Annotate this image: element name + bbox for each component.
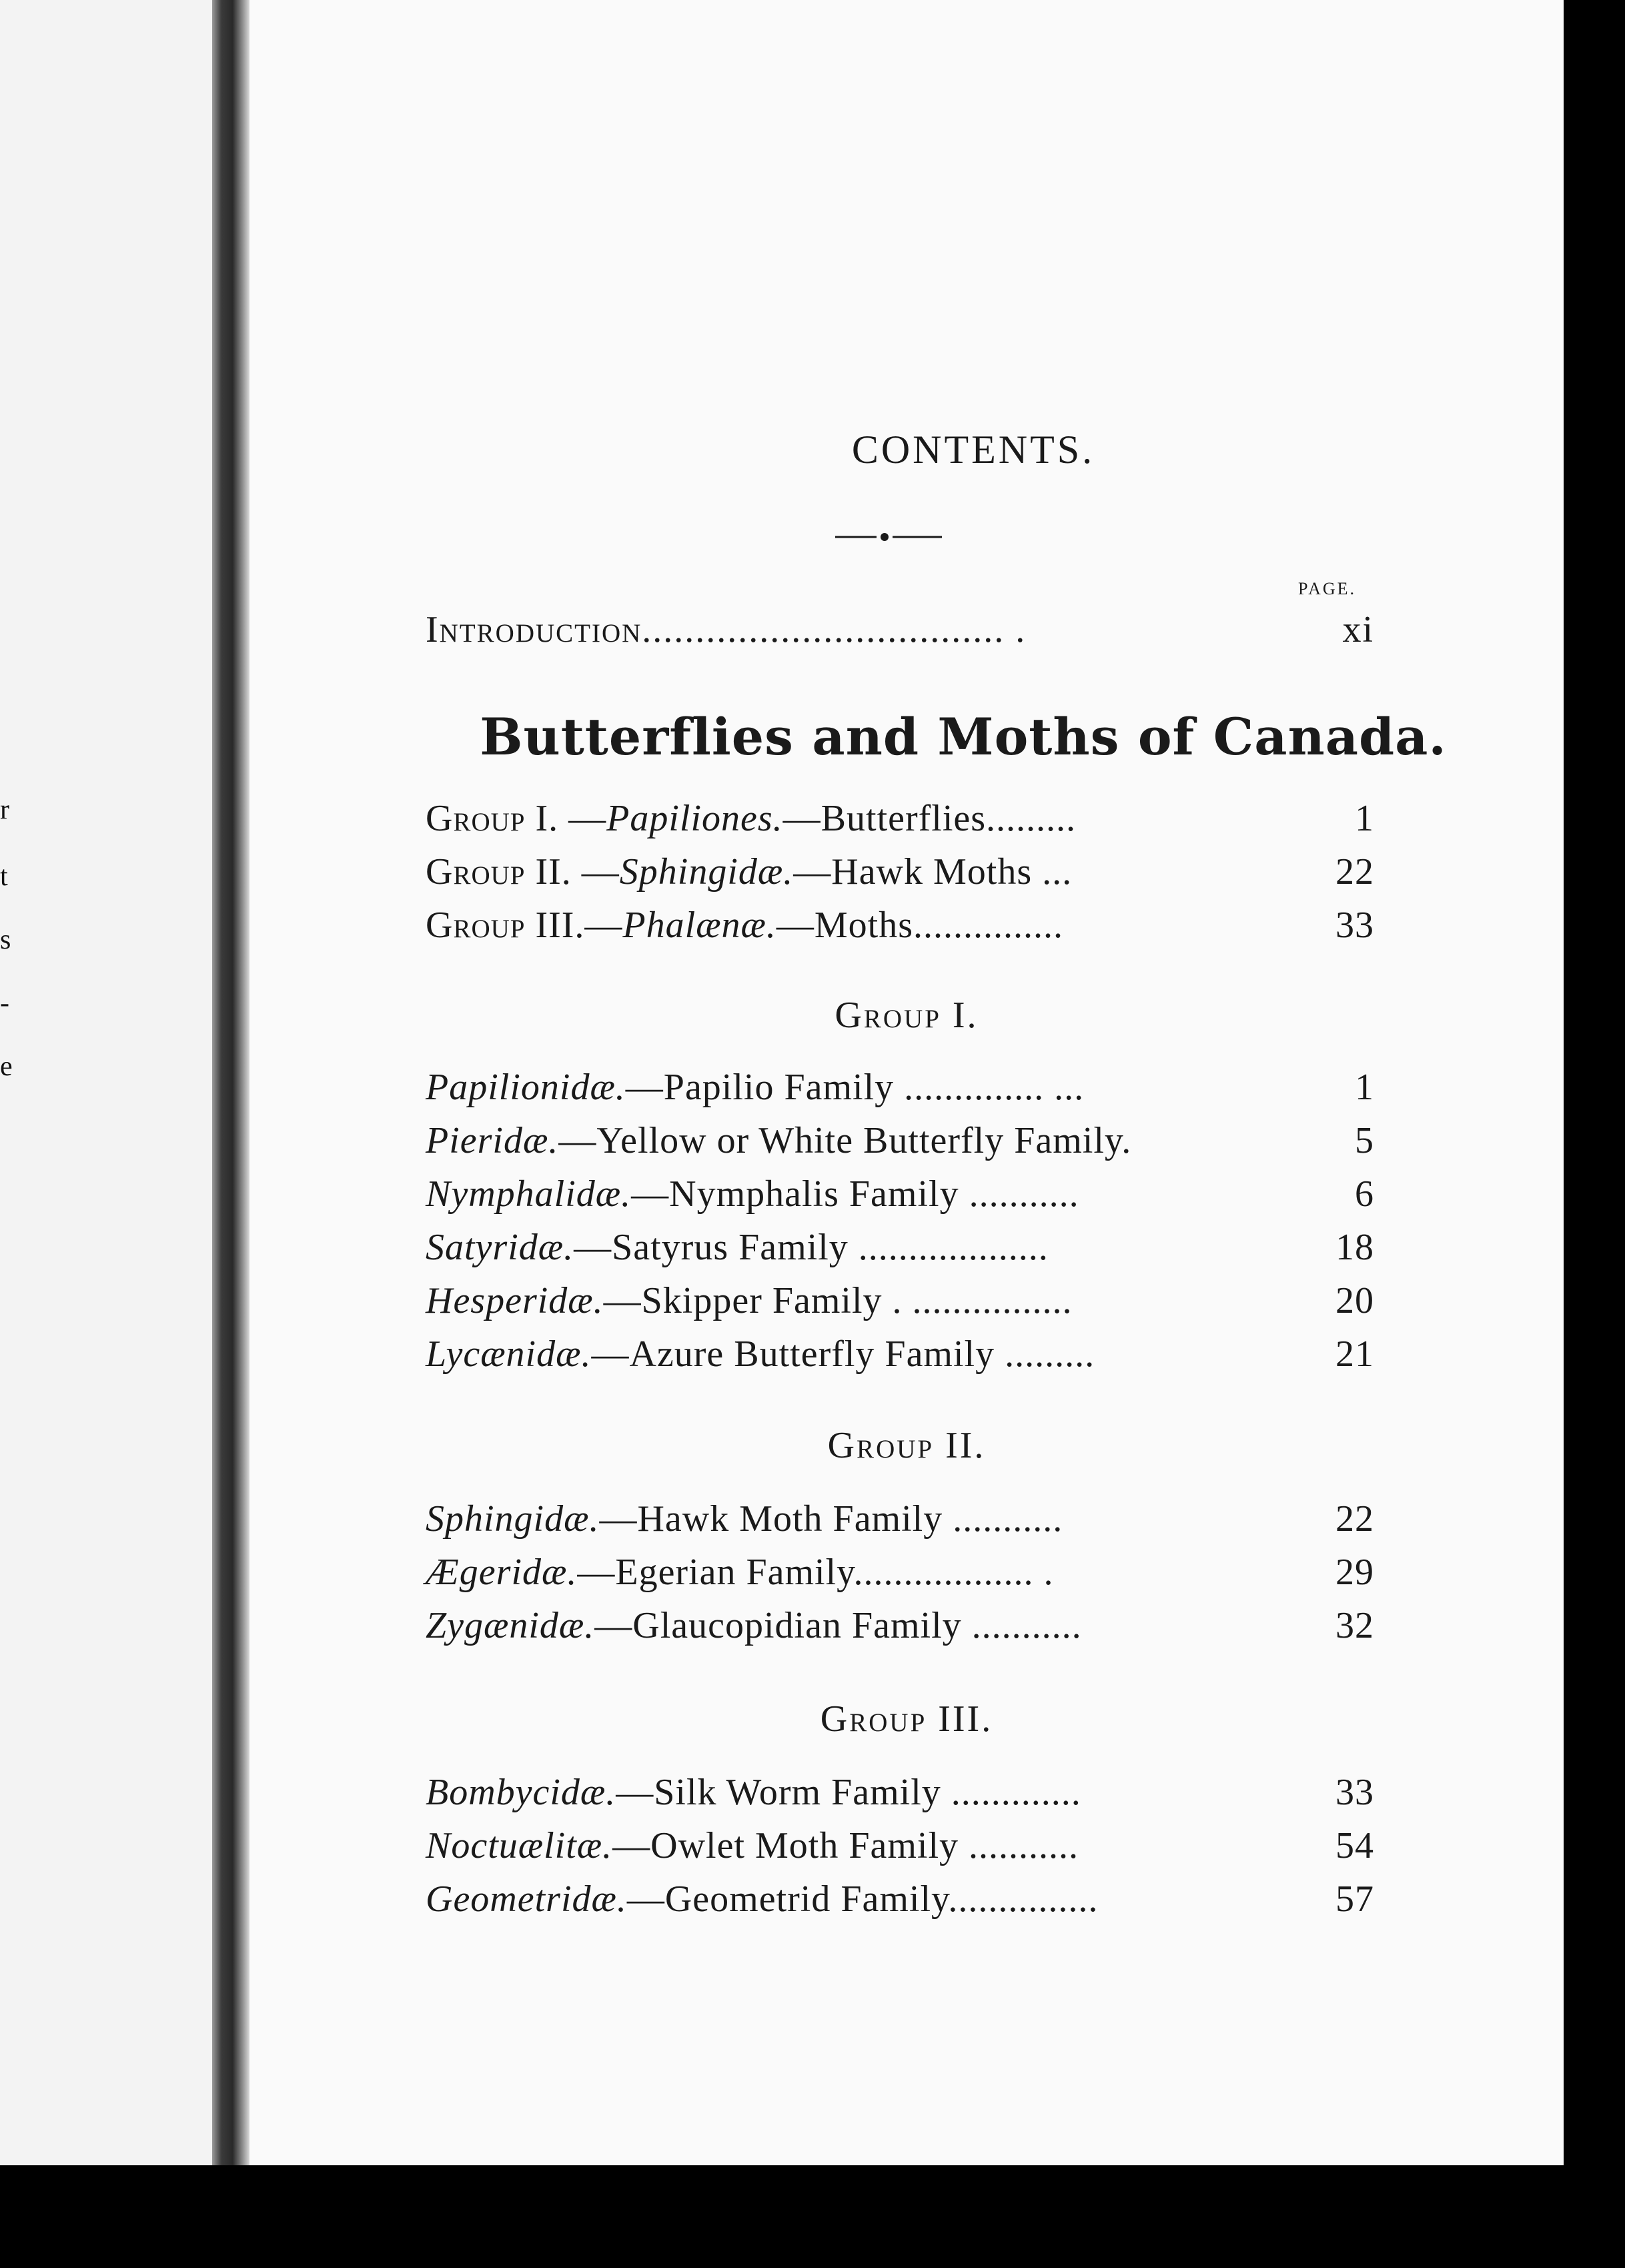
entry-text — [426, 1066, 1084, 1109]
list-item — [426, 1226, 1374, 1279]
list-item — [426, 1878, 1374, 1931]
list-item — [426, 851, 1374, 904]
entry-suffix: —Satyrus Family ................... — [574, 1227, 1049, 1268]
contents-page — [249, 0, 1564, 2165]
left-fragment: s — [0, 925, 11, 955]
left-fragment: t — [0, 861, 8, 892]
list-item — [426, 1279, 1374, 1333]
entry-text — [426, 1604, 1082, 1647]
page-number: 33 — [1335, 1772, 1374, 1813]
entry-suffix: —Hawk Moths ... — [793, 851, 1073, 893]
leader-dots: .................................. . — [642, 609, 1027, 650]
page-number: 33 — [1335, 905, 1374, 946]
entry-latin: Geometridæ. — [426, 1878, 627, 1920]
list-item — [426, 1173, 1374, 1226]
left-fragment: e — [0, 1051, 13, 1082]
entry-text — [426, 1119, 1131, 1162]
group-two-list — [426, 1498, 1374, 1658]
page-number: 21 — [1335, 1333, 1374, 1375]
entry-suffix: —Yellow or White Butterfly Family. — [558, 1120, 1132, 1161]
introduction-row — [426, 608, 1374, 662]
page-number: 54 — [1335, 1825, 1374, 1866]
entry-suffix: —Butterflies......... — [782, 798, 1077, 839]
entry-latin: Sphingidæ. — [426, 1498, 600, 1540]
list-item — [426, 1498, 1374, 1551]
page-number: 57 — [1335, 1878, 1374, 1920]
entry-suffix: —Moths............... — [776, 905, 1064, 946]
page-number: xi — [1342, 609, 1374, 650]
entry-suffix: —Hawk Moth Family ........... — [599, 1498, 1063, 1540]
group-two-heading: Group II. — [827, 1425, 986, 1466]
list-item — [426, 1333, 1374, 1386]
entry-latin: Papiliones. — [606, 798, 783, 839]
group-three-heading: Group III. — [820, 1698, 993, 1740]
entry-suffix: —Nymphalis Family ........... — [631, 1173, 1079, 1215]
section-title: Butterflies and Moths of Canada. — [480, 707, 1447, 766]
left-page-edge — [0, 0, 212, 2165]
page-title: CONTENTS. — [851, 428, 1095, 472]
list-item — [426, 1066, 1374, 1119]
entry-prefix: Group II. — — [426, 851, 620, 893]
page-number: 22 — [1335, 1498, 1374, 1540]
page-number: 20 — [1335, 1280, 1374, 1321]
introduction-label-wrap — [426, 608, 1026, 651]
group-one-heading: Group I. — [835, 995, 979, 1036]
entry-prefix: Group III.— — [426, 905, 623, 946]
entry-suffix: —Egerian Family.................. . — [577, 1552, 1054, 1593]
entry-text — [426, 1173, 1079, 1215]
left-fragment: r — [0, 794, 9, 825]
entry-latin: Noctuælitæ. — [426, 1825, 613, 1866]
entry-latin: Papilionidæ. — [426, 1067, 626, 1108]
entry-suffix: —Azure Butterfly Family ......... — [591, 1333, 1095, 1375]
page-number: 1 — [1355, 798, 1374, 839]
entry-latin: Sphingidæ. — [619, 851, 794, 893]
entry-suffix: —Papilio Family .............. ... — [625, 1067, 1085, 1108]
page-number: 1 — [1355, 1067, 1374, 1108]
entry-latin: Hesperidæ. — [426, 1280, 604, 1321]
group-three-list — [426, 1771, 1374, 1931]
list-item — [426, 904, 1374, 957]
entry-text — [426, 1824, 1079, 1867]
entry-latin: Phalænæ. — [622, 905, 776, 946]
page-column-label: PAGE. — [1298, 579, 1357, 598]
entry-latin: Ægeridæ. — [426, 1552, 578, 1593]
entry-latin: Bombycidæ. — [426, 1772, 616, 1813]
list-item — [426, 1604, 1374, 1658]
entry-suffix: —Owlet Moth Family ........... — [612, 1825, 1079, 1866]
entry-suffix: —Skipper Family . ................ — [603, 1280, 1073, 1321]
list-item — [426, 1119, 1374, 1173]
book-gutter — [212, 0, 249, 2165]
page-number: 18 — [1335, 1227, 1374, 1268]
page-number: 22 — [1335, 851, 1374, 893]
entry-text — [426, 851, 1072, 893]
list-item — [426, 1551, 1374, 1604]
entry-text — [426, 1226, 1049, 1269]
left-fragment: - — [0, 988, 9, 1019]
page-number: 6 — [1355, 1173, 1374, 1215]
entry-latin: Pieridæ. — [426, 1120, 559, 1161]
entry-text — [426, 904, 1063, 947]
entry-text — [426, 1279, 1073, 1322]
entry-text — [426, 1771, 1081, 1814]
introduction-label: Introduction — [426, 609, 642, 650]
page-number: 32 — [1335, 1605, 1374, 1646]
entry-text — [426, 1878, 1098, 1920]
page-number: 29 — [1335, 1552, 1374, 1593]
entry-prefix: Group I. — — [426, 798, 607, 839]
page-number: 5 — [1355, 1120, 1374, 1161]
list-item — [426, 1824, 1374, 1878]
list-item — [426, 1771, 1374, 1824]
entry-suffix: —Geometrid Family............... — [626, 1878, 1099, 1920]
entry-text — [426, 1333, 1095, 1375]
entry-latin: Satyridæ. — [426, 1227, 574, 1268]
entry-latin: Zygænidæ. — [426, 1605, 595, 1646]
entry-text — [426, 797, 1076, 840]
ornament-rule — [835, 530, 942, 544]
left-page-text-fragments — [0, 0, 20, 2165]
entry-latin: Nymphalidæ. — [426, 1173, 632, 1215]
entry-text — [426, 1498, 1063, 1540]
summary-list — [426, 797, 1374, 957]
entry-suffix: —Silk Worm Family ............. — [616, 1772, 1081, 1813]
group-one-list — [426, 1066, 1374, 1386]
entry-suffix: —Glaucopidian Family ........... — [594, 1605, 1082, 1646]
list-item — [426, 797, 1374, 851]
entry-latin: Lycænidæ. — [426, 1333, 592, 1375]
entry-text — [426, 1551, 1054, 1594]
